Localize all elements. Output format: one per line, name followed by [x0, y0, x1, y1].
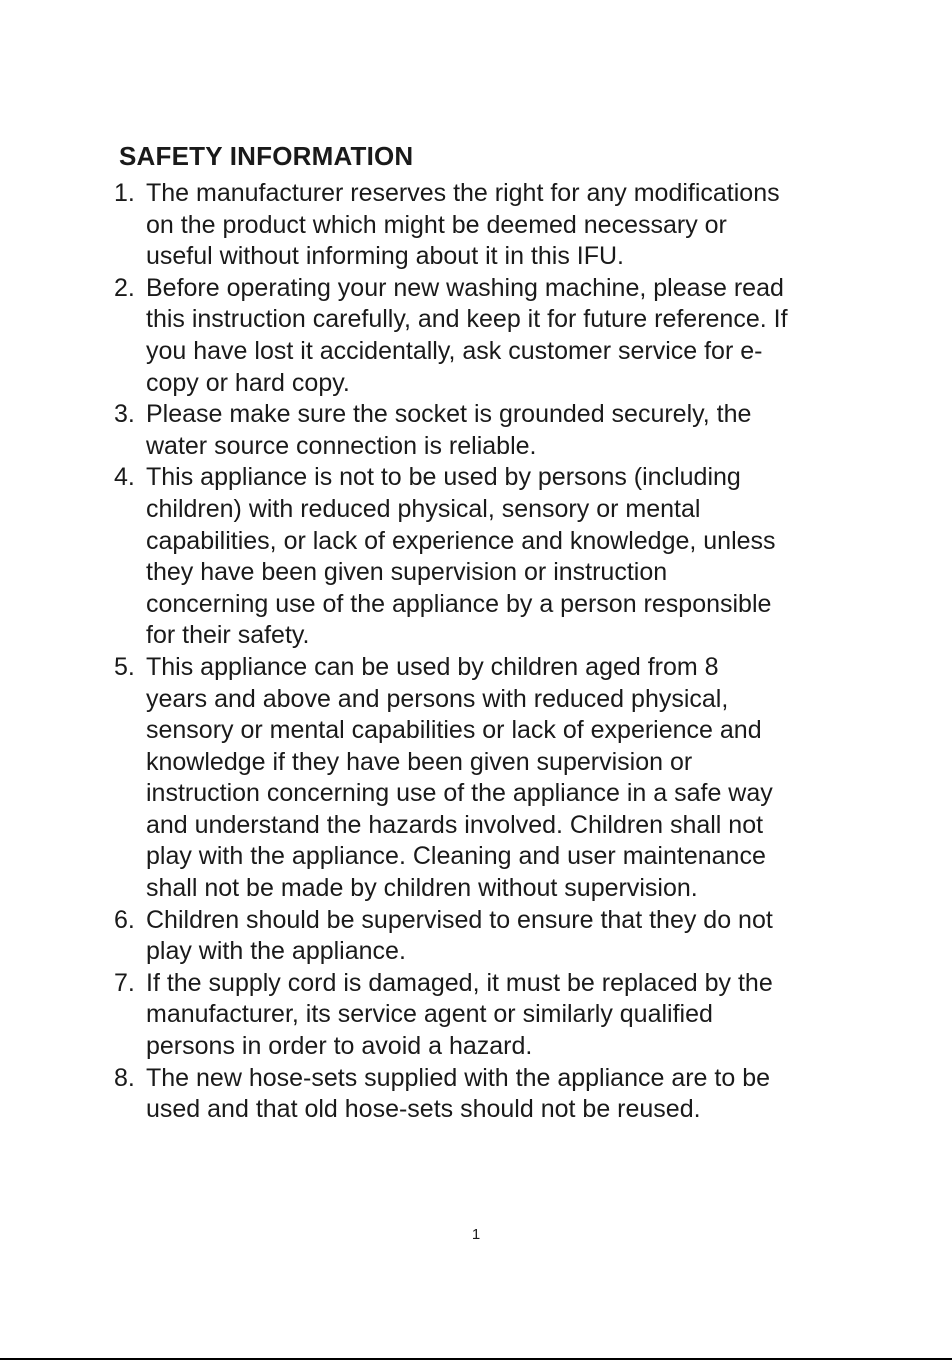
- item-number: 6.: [114, 905, 135, 934]
- list-item: [114, 905, 874, 968]
- bottom-border: [0, 1358, 952, 1360]
- text-line: shall not be made by children without supervision.: [146, 874, 698, 903]
- text-line: sensory or mental capabilities or lack of experience and: [146, 716, 762, 745]
- page-title: SAFETY INFORMATION: [119, 141, 414, 171]
- list-item: [114, 968, 874, 1063]
- item-text: [146, 462, 874, 652]
- item-number: 4.: [114, 463, 135, 492]
- item-number: 1.: [114, 179, 135, 207]
- text-line: This appliance can be used by children aged from 8: [146, 652, 719, 681]
- text-line: capabilities, or lack of experience and knowledge, unless: [146, 526, 776, 555]
- text-line: children) with reduced physical, sensory or mental: [146, 494, 701, 523]
- text-line: manufacturer, its service agent or similarly qualified: [146, 1000, 713, 1029]
- text-line: Children should be supervised to ensure that they do not: [146, 905, 773, 934]
- text-line: If the supply cord is damaged, it must be replaced by the: [146, 968, 773, 997]
- text-line: The manufacturer reserves the right for any modifications: [146, 179, 780, 207]
- list-item: [114, 462, 874, 652]
- text-line: useful without informing about it in this IFU.: [146, 242, 625, 271]
- item-text: [146, 273, 874, 399]
- item-text: [146, 1063, 874, 1126]
- text-line: on the product which might be deemed necessary or: [146, 210, 727, 239]
- list-item: [114, 399, 874, 462]
- item-number: 5.: [114, 652, 135, 681]
- page-number: 1: [471, 1226, 481, 1243]
- item-text: [146, 652, 874, 905]
- item-number: 3.: [114, 400, 135, 429]
- list-item: [114, 273, 874, 399]
- text-line: Before operating your new washing machine, please read: [146, 273, 784, 302]
- text-line: instruction concerning use of the appliance in a safe way: [146, 779, 773, 808]
- text-line: you have lost it accidentally, ask customer service for e-: [146, 336, 763, 365]
- text-line: water source connection is reliable.: [146, 431, 537, 460]
- list-item: [114, 1063, 874, 1126]
- safety-list: [114, 178, 874, 1126]
- text-line: years and above and persons with reduced physical,: [146, 684, 729, 713]
- text-line: and understand the hazards involved. Children shall not: [146, 810, 764, 839]
- item-number: 7.: [114, 968, 135, 997]
- text-line: This appliance is not to be used by persons (including: [146, 463, 741, 492]
- item-number: 2.: [114, 273, 135, 302]
- text-line: play with the appliance. Cleaning and user maintenance: [146, 842, 766, 871]
- text-line: Please make sure the socket is grounded securely, the: [146, 400, 752, 429]
- text-line: they have been given supervision or instruction: [146, 558, 668, 587]
- text-line: concerning use of the appliance by a person responsible: [146, 589, 772, 618]
- text-line: The new hose-sets supplied with the appliance are to be: [146, 1063, 770, 1092]
- list-item: [114, 652, 874, 905]
- item-text: [146, 905, 874, 968]
- text-line: knowledge if they have been given supervision or: [146, 747, 693, 776]
- text-line: persons in order to avoid a hazard.: [146, 1032, 533, 1061]
- list-item: [114, 178, 874, 273]
- item-number: 8.: [114, 1063, 135, 1092]
- item-text: [146, 968, 874, 1063]
- text-line: used and that old hose-sets should not be reused.: [146, 1095, 701, 1124]
- text-line: play with the appliance.: [146, 937, 406, 966]
- text-line: for their safety.: [146, 621, 310, 650]
- text-line: this instruction carefully, and keep it for future reference. If: [146, 305, 788, 334]
- text-line: copy or hard copy.: [146, 368, 350, 397]
- item-text: [146, 178, 874, 273]
- item-text: [146, 399, 874, 462]
